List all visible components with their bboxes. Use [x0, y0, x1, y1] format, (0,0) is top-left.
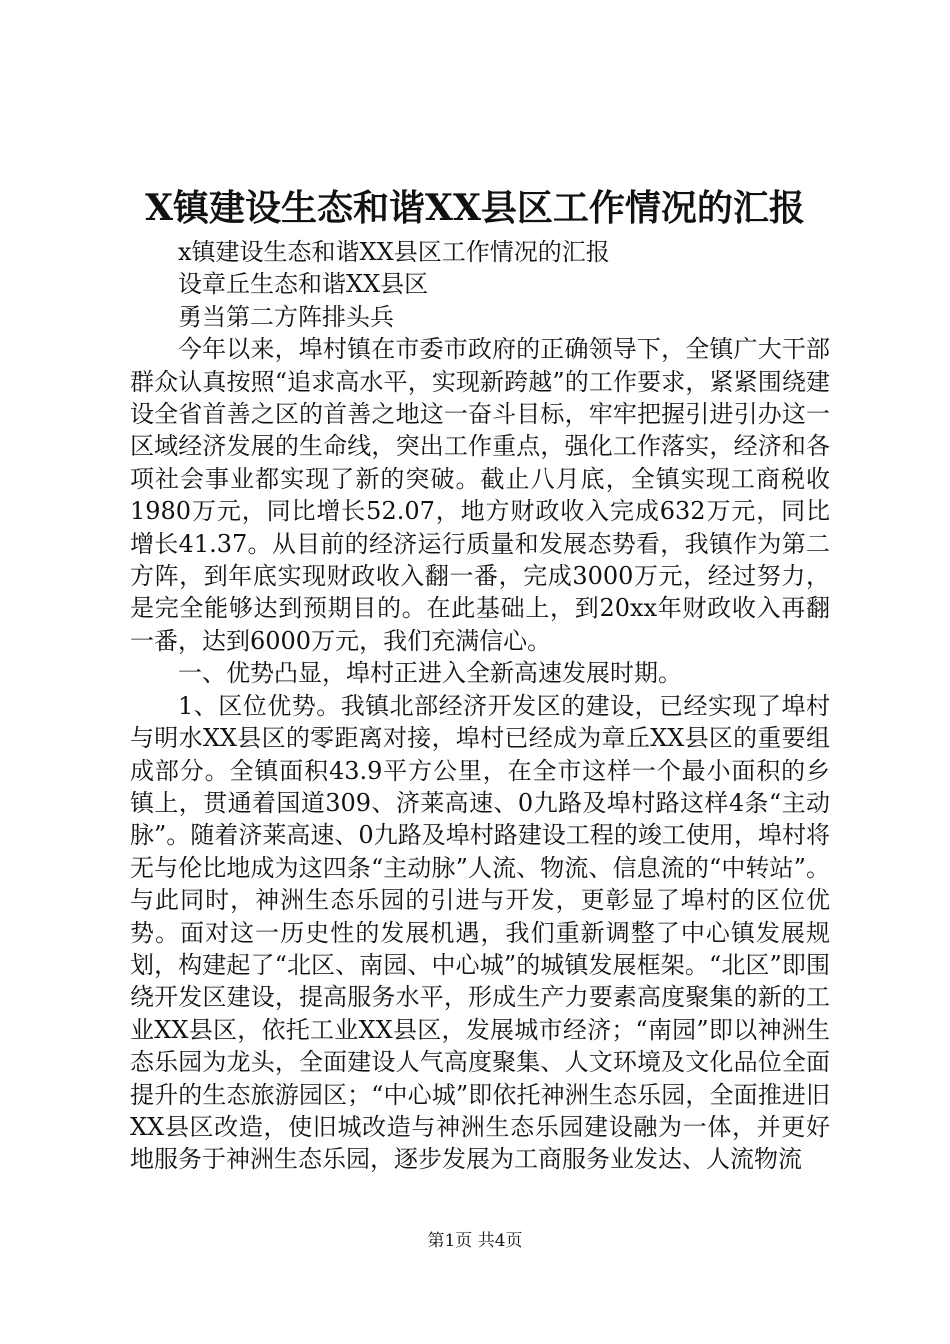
document-body — [130, 236, 830, 1176]
paragraph-location-advantage: 1、区位优势。我镇北部经济开发区的建设，已经实现了埠村与明水XX县区的零距离对接，埠村已经成为章丘XX县区的重要组成部分。全镇面积43.9平方公里，在全市这样一个最小面积的乡镇上，贯通着国道309、济莱高速、0九路及埠村路这样4条“主动脉”。随着济莱高速、0九路及埠村路建设工程的竣工使用，埠村将无与伦比地成为这四条“主动脉”人流、物流、信息流的“中转站”。与此同时，神洲生态乐园的引进与开发，更彰显了埠村的区位优势。面对这一历史性的发展机遇，我们重新调整了中心镇发展规划，构建起了“北区、南园、中心城”的城镇发展框架。“北区”即围绕开发区建设，提高服务水平，形成生产力要素高度聚集的新的工业XX县区，依托工业XX县区，发展城市经济；“南园”即以神洲生态乐园为龙头，全面建设人气高度聚集、人文环境及文化品位全面提升的生态旅游园区；“中心城”即依托神洲生态乐园，全面推进旧XX县区改造，使旧城改造与神洲生态乐园建设融为一体，并更好地服务于神洲生态乐园，逐步发展为工商服务业发达、人流物流 — [130, 691, 830, 1174]
paragraph-section-heading: 一、优势凸显，埠村正进入全新高速发展时期。 — [178, 659, 682, 688]
paragraph-intro: 今年以来，埠村镇在市委市政府的正确领导下，全镇广大干部群众认真按照“追求高水平，实现新跨越”的工作要求，紧紧围绕建设全省首善之区的首善之地这一奋斗目标，牢牢把握引进引办这一区域经济发展的生命线，突出工作重点，强化工作落实，经济和各项社会事业都实现了新的突破。截止八月底，全镇实现工商税收1980万元，同比增长52.07，地方财政收入完成632万元，同比增长41.37。从目前的经济运行质量和发展态势看，我镇作为第二方阵，到年底实现财政收入翻一番，完成3000万元，经过努力，是完全能够达到预期目的。在此基础上，到20xx年财政收入再翻一番，达到6000万元，我们充满信心。 — [130, 335, 830, 655]
paragraph-heading-line-2: 勇当第二方阵排头兵 — [178, 302, 394, 331]
paragraph-subtitle: x镇建设生态和谐XX县区工作情况的汇报 — [178, 238, 610, 266]
page-footer: 第1页 共4页 — [427, 1231, 523, 1251]
document-title: X镇建设生态和谐XX县区工作情况的汇报 — [145, 187, 805, 229]
paragraph-heading-line-1: 设章丘生态和谐XX县区 — [178, 270, 429, 299]
